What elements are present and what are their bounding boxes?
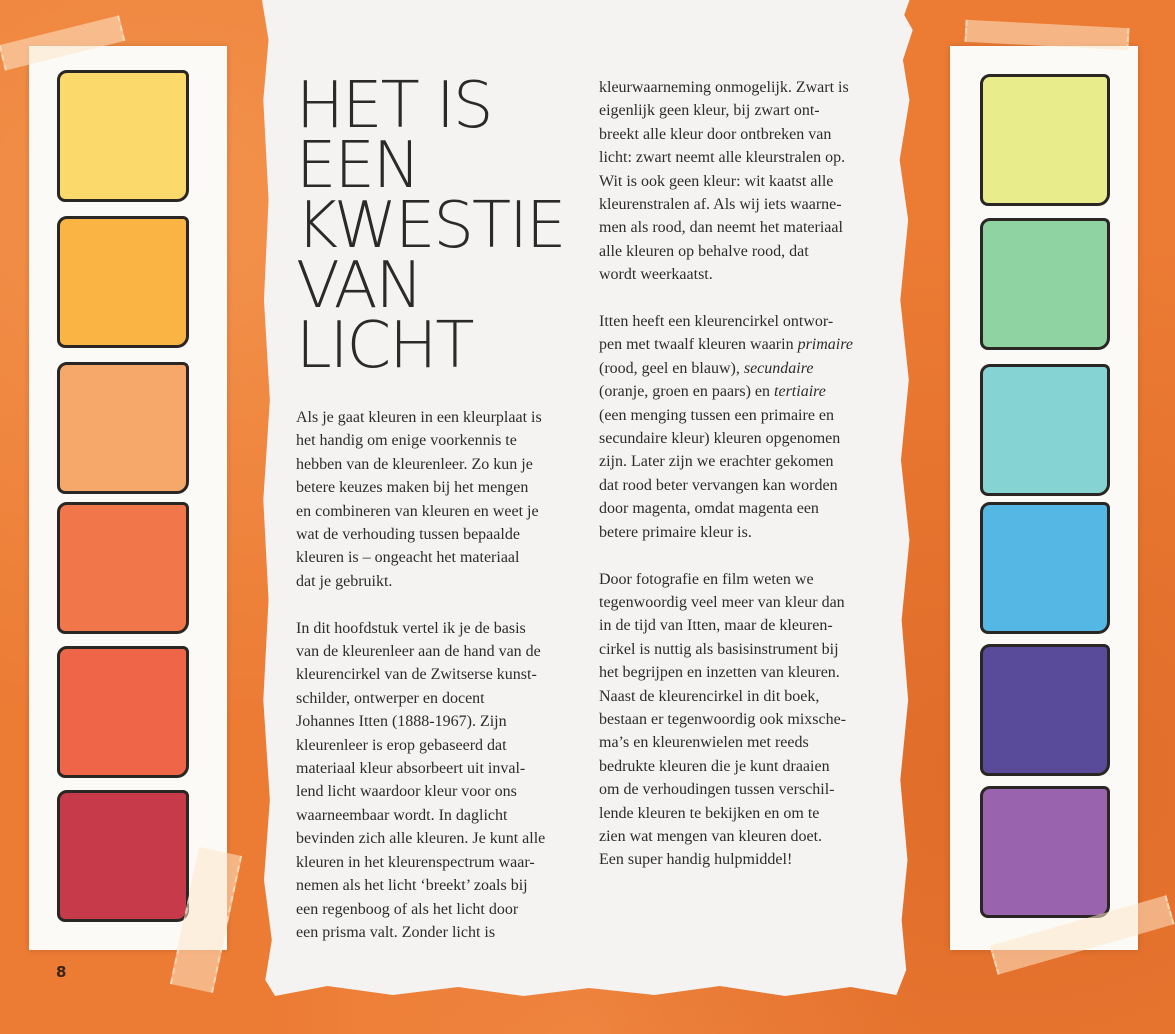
term-tertiaire: tertiaire: [774, 383, 826, 401]
term-secundaire: secundaire: [743, 359, 814, 377]
heading-line: LICHT: [296, 309, 473, 383]
swatch-red-orange: [57, 646, 189, 778]
text-run: (een menging tussen een primaire en secundaire kleur) kleuren opgenomen zijn. Later zijn we erachter gekomen dat rood beter vervangen kan worden door magenta, omdat magenta een betere primaire kleur is.: [599, 406, 841, 541]
heading-line: KWESTIE: [296, 189, 565, 263]
paragraph: [599, 310, 887, 544]
paragraph: kleurwaarneming onmogelijk. Zwart is eigenlijk geen kleur, bij zwart ont- breekt alle kleur door ontbreken van licht: zwart neemt alle kleurstralen op. Wit is ook geen kleur: wit kaatst alle kleurenstralen af. Als wij iets waarne- men als rood, dan neemt het materiaal alle kleuren op behalve rood, dat wordt weerkaatst.: [599, 79, 849, 284]
text-run: (oranje, groen en paars) en: [599, 383, 771, 401]
swatch-orange: [57, 502, 189, 634]
term-primaire: primaire: [797, 336, 853, 354]
heading-line: EEN: [296, 129, 419, 203]
swatch-strip-cool: [950, 46, 1138, 950]
swatch-green: [980, 218, 1110, 350]
chapter-heading: [296, 69, 586, 383]
swatch-yellow-orange: [57, 216, 189, 348]
heading-line: HET IS: [296, 69, 492, 143]
swatch-strip-warm: [29, 46, 227, 950]
swatch-crimson: [57, 790, 189, 922]
heading-line: VAN: [296, 249, 422, 323]
swatch-yellow: [57, 70, 189, 202]
paragraph: Door fotografie en film weten we tegenwoordig veel meer van kleur dan in de tijd van Itten, maar de kleuren- cirkel is nuttig als basisinstrument bij het begrijpen en inzetten van kleuren. Naast de kleurencirkel in dit boek, bestaan er tegenwoordig ook mixsche- ma’s en kleurenwielen met reeds bedrukte kleuren die je kunt draaien om de verhoudingen tussen verschil- lende kleuren te bekijken en om te zien wat mengen van kleuren doet. Een super handig hulpmiddel!: [599, 570, 847, 869]
text-column-left: [296, 406, 566, 968]
swatch-indigo: [980, 644, 1110, 776]
swatch-violet: [980, 786, 1110, 918]
swatch-light-orange: [57, 362, 189, 494]
text-run: Itten heeft een kleurencirkel ontwor- pen met twaalf kleuren waarin: [599, 313, 834, 354]
swatch-blue: [980, 502, 1110, 634]
page-number: 8: [56, 963, 67, 981]
text-run: (rood, geel en blauw),: [599, 359, 740, 377]
paragraph: In dit hoofdstuk vertel ik je de basis van de kleurenleer aan de hand van de kleurencirkel van de Zwitserse kunst- schilder, ontwerper en docent Johannes Itten (1888-1967). Zijn kleurenleer is erop gebaseerd dat materiaal kleur absorbeert uit inval- lend licht waardoor kleur voor ons waarneembaar wordt. In daglicht bevinden zich alle kleuren. Je kunt alle kleuren in het kleurenspectrum waar- nemen als het licht ‘breekt’ zoals bij een regenboog of als het licht door een prisma valt. Zonder licht is: [296, 619, 546, 941]
text-column-right: [599, 76, 887, 895]
paragraph: Als je gaat kleuren in een kleurplaat is het handig om enige voorkennis te hebben van de kleurenleer. Zo kun je betere keuzes maken bij het mengen en combineren van kleuren en weet je wat de verhouding tussen bepaalde kleuren is – ongeacht het materiaal dat je gebruikt.: [296, 409, 542, 590]
swatch-turquoise: [980, 364, 1110, 496]
swatch-yellow-green: [980, 74, 1110, 206]
